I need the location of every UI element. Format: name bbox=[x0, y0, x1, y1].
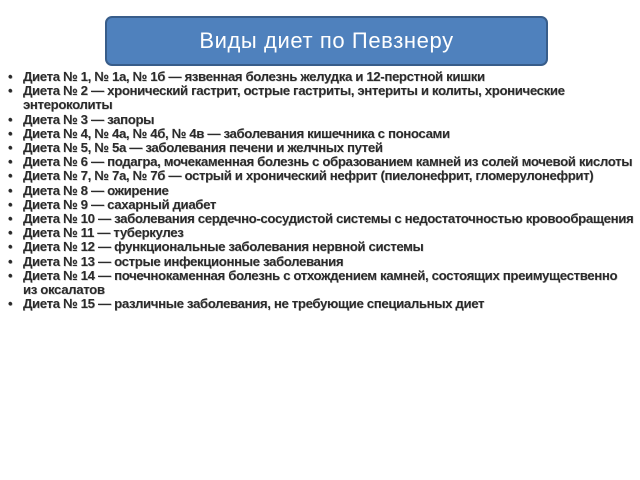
diet-item-text: Диета № 10 — заболевания сердечно-сосудистой системы с недостаточностью кровообращения bbox=[23, 211, 634, 227]
diet-item-6 bbox=[8, 155, 634, 169]
diet-item-15 bbox=[8, 297, 634, 311]
diet-item-14 bbox=[8, 269, 634, 297]
diet-item-text: Диета № 6 — подагра, мочекаменная болезнь с образованием камней из солей мочевой кислоты bbox=[23, 154, 633, 170]
diet-item-text: Диета № 1, № 1а, № 1б — язвенная болезнь желудка и 12-перстной кишки bbox=[23, 69, 485, 84]
bullet-icon: • bbox=[8, 239, 13, 255]
bullet-icon: • bbox=[8, 267, 13, 283]
bullet-icon: • bbox=[8, 182, 13, 198]
bullet-icon: • bbox=[8, 168, 13, 184]
diet-item-3 bbox=[8, 113, 634, 127]
diet-item-7 bbox=[8, 169, 634, 183]
diet-item-11 bbox=[8, 226, 634, 240]
diet-item-2 bbox=[8, 84, 634, 112]
bullet-icon: • bbox=[8, 140, 13, 156]
diet-item-10 bbox=[8, 212, 634, 226]
diet-item-4 bbox=[8, 127, 634, 141]
diet-item-text: Диета № 3 — запоры bbox=[23, 111, 155, 127]
diet-item-text: Диета № 2 — хронический гастрит, острые гастриты, энтериты и колиты, хронические энтероколиты bbox=[23, 83, 565, 113]
diet-item-9 bbox=[8, 198, 634, 212]
diet-item-5 bbox=[8, 141, 634, 155]
diet-item-text: Диета № 13 — острые инфекционные заболевания bbox=[23, 253, 344, 269]
diet-item-text: Диета № 4, № 4а, № 4б, № 4в — заболевания кишечника с поносами bbox=[23, 125, 450, 141]
diet-item-text: Диета № 5, № 5а — заболевания печени и желчных путей bbox=[23, 140, 383, 156]
bullet-icon: • bbox=[8, 225, 13, 241]
diet-item-text: Диета № 9 — сахарный диабет bbox=[23, 196, 217, 212]
diet-list bbox=[8, 70, 634, 311]
slide-title: Виды диет по Певзнеру bbox=[199, 28, 454, 53]
bullet-icon: • bbox=[8, 154, 13, 170]
diet-item-text: Диета № 15 — различные заболевания, не требующие специальных диет bbox=[23, 296, 485, 312]
diet-item-text: Диета № 7, № 7а, № 7б — острый и хронический нефрит (пиелонефрит, гломерулонефрит) bbox=[23, 168, 594, 184]
bullet-icon: • bbox=[8, 83, 13, 99]
diet-item-8 bbox=[8, 184, 634, 198]
diet-item-text: Диета № 8 — ожирение bbox=[23, 182, 169, 198]
diet-item-12 bbox=[8, 240, 634, 254]
diet-item-text: Диета № 14 — почечнокаменная болезнь с отхождением камней, состоящих преимущественно из оксалатов bbox=[23, 267, 618, 298]
diet-item-text: Диета № 12 — функциональные заболевания нервной системы bbox=[23, 239, 424, 255]
diet-item-13 bbox=[8, 255, 634, 269]
bullet-icon: • bbox=[8, 211, 13, 227]
bullet-icon: • bbox=[8, 125, 13, 141]
diet-item-text: Диета № 11 — туберкулез bbox=[23, 225, 184, 241]
slide-title-box bbox=[105, 16, 548, 66]
bullet-icon: • bbox=[8, 111, 13, 127]
bullet-icon: • bbox=[8, 196, 13, 212]
bullet-icon: • bbox=[8, 253, 13, 269]
bullet-icon: • bbox=[8, 69, 13, 84]
diet-item-1 bbox=[8, 70, 634, 84]
bullet-icon: • bbox=[8, 296, 13, 312]
